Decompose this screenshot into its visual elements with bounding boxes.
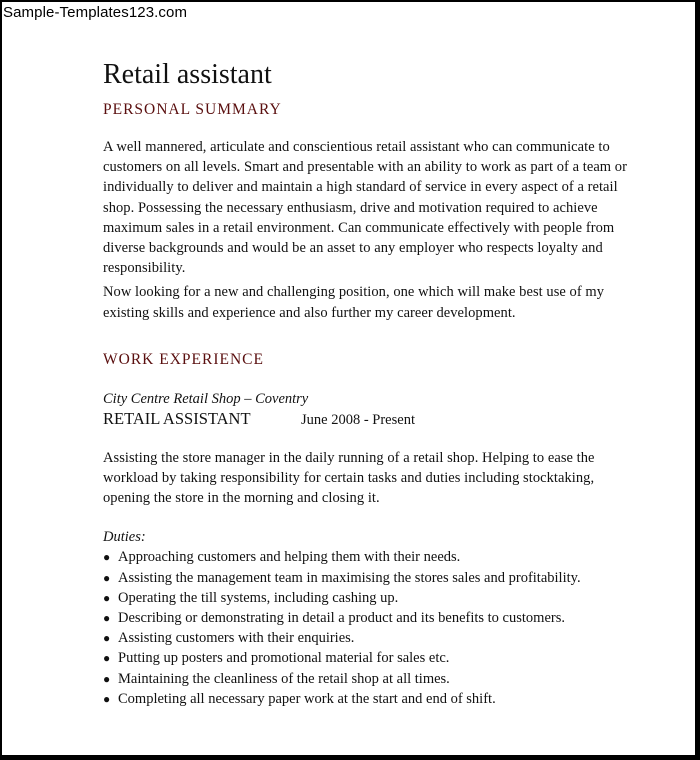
list-item <box>103 689 643 709</box>
list-item <box>103 608 643 628</box>
duty-text: Assisting the management team in maximising the stores sales and profitability. <box>118 569 581 586</box>
duty-text: Completing all necessary paper work at the start and end of shift. <box>118 690 496 707</box>
employer-name: City Centre Retail Shop – Coventry <box>103 390 309 407</box>
duties-list <box>103 547 643 709</box>
bullet-icon: ● <box>103 570 111 585</box>
duty-text: Operating the till systems, including cashing up. <box>118 589 399 606</box>
list-item <box>103 669 643 689</box>
bullet-icon: ● <box>103 651 111 666</box>
role-description: Assisting the store manager in the daily running of a retail shop. Helping to ease the workload by taking responsibility for certain tasks and duties including stocktaking, opening the store in the morning and closing it. <box>103 449 595 507</box>
list-item <box>103 588 643 608</box>
list-item <box>103 547 643 567</box>
duty-text: Putting up posters and promotional material for sales etc. <box>118 650 450 667</box>
duty-text: Assisting customers with their enquiries. <box>118 630 355 647</box>
role-dates: June 2008 - Present <box>301 411 415 428</box>
role-title: RETAIL ASSISTANT <box>103 408 251 428</box>
bullet-icon: ● <box>103 671 111 686</box>
list-item <box>103 568 643 588</box>
role-line <box>103 409 643 430</box>
bullet-icon: ● <box>103 550 111 565</box>
duty-text: Describing or demonstrating in detail a product and its benefits to customers. <box>118 610 565 627</box>
watermark: Sample-Templates123.com <box>3 4 188 21</box>
resume-title: Retail assistant <box>103 59 272 90</box>
personal-summary-heading: PERSONAL SUMMARY <box>103 101 282 118</box>
bullet-icon: ● <box>103 631 111 646</box>
resume-document <box>103 58 643 709</box>
work-experience-heading: WORK EXPERIENCE <box>103 350 264 368</box>
duties-label: Duties: <box>103 529 146 546</box>
bullet-icon: ● <box>103 590 111 605</box>
duty-text: Approaching customers and helping them with their needs. <box>118 549 461 566</box>
bullet-icon: ● <box>103 611 111 626</box>
summary-paragraph: A well mannered, articulate and conscientious retail assistant who can communicate to customers on all levels. Smart and presentable with an ability to work as part of a team or individually to deliver and maintain a high standard of service in every aspect of a retail shop. Possessing the necessary enthusiasm, drive and motivation required to achieve maximum sales in a retail environment. Can communicate effectively with people from diverse backgrounds and would be an asset to any employer who respects loyalty and responsibility. <box>103 139 627 277</box>
career-goal-paragraph: Now looking for a new and challenging position, one which will make best use of my existing skills and experience and also further my career development. <box>103 284 605 321</box>
list-item <box>103 648 643 668</box>
bullet-icon: ● <box>103 691 111 706</box>
list-item <box>103 628 643 648</box>
duty-text: Maintaining the cleanliness of the retail shop at all times. <box>118 670 450 687</box>
